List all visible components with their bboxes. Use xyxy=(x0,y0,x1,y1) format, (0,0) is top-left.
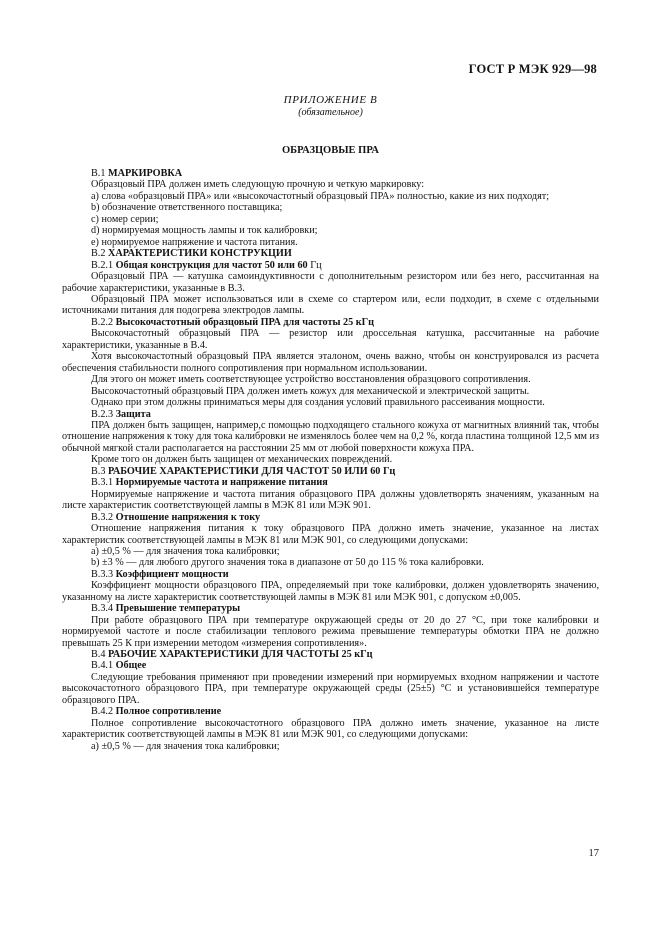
document-body xyxy=(62,168,599,752)
paragraph: Полное сопротивление высокочастотного образцового ПРА должно иметь значение, указанное на листе характеристик соответствующей лампы в МЭК 81 или МЭК 901, со следующими допусками: xyxy=(62,717,599,741)
paragraph: Коэффициент мощности образцового ПРА, определяемый при токе калибровки, должен удовлетворять значению, указанному на листе характеристик соответствующей лампы в МЭК 81 или МЭК 901, с допуском ±0,005. xyxy=(62,580,599,603)
section-number: В.2.2 xyxy=(91,316,114,328)
section-heading xyxy=(62,649,599,660)
paragraph: Для этого он может иметь соответствующее устройство восстановления образцового сопротивления. xyxy=(91,374,531,386)
list-item: е) нормируемое напряжение и частота питания. xyxy=(91,236,298,248)
section-heading xyxy=(62,569,599,580)
paragraph: Отношение напряжения питания к току образцового ПРА должно иметь значение, указанное на листах характеристик соответствующей лампы в МЭК 81 или МЭК 901, со следующими допусками: xyxy=(62,523,599,546)
appendix-heading xyxy=(0,94,661,118)
section-heading xyxy=(62,317,599,328)
paragraph: Высокочастотный образцовый ПРА должен иметь кожух для механической и электрической защиты. xyxy=(91,385,530,397)
list-item: а) ±0,5 % — для значения тока калибровки; xyxy=(91,545,280,557)
list-item: b) обозначение ответственного поставщика; xyxy=(91,202,283,214)
section-title: Защита xyxy=(115,408,151,420)
paragraph: Высокочастотный образцовый ПРА — резистор или дроссельная катушка, рассчитанные на рабочие характеристики, указанные в В.4. xyxy=(62,328,599,351)
document-title: ОБРАЗЦОВЫЕ ПРА xyxy=(281,145,379,156)
list-item: а) слова «образцовый ПРА» или «высокочастотный образцовый ПРА» полностью, какие из них подходят; xyxy=(91,190,550,202)
section-heading xyxy=(62,168,599,179)
list-item: с) номер серии; xyxy=(91,213,159,225)
paragraph: Кроме того он должен быть защищен от механических повреждений. xyxy=(91,454,393,466)
section-heading xyxy=(62,466,599,477)
section-title: Высокочастотный образцовый ПРА для частоты 25 кГц xyxy=(115,316,374,328)
section-number: В.3 xyxy=(91,465,106,477)
section-title: Отношение напряжения к току xyxy=(115,511,261,523)
section-heading xyxy=(62,260,599,271)
section-number: В.3.2 xyxy=(91,511,114,523)
paragraph: Образцовый ПРА должен иметь следующую прочную и четкую маркировку: xyxy=(91,179,425,191)
section-number: В.1 xyxy=(91,168,106,179)
section-heading xyxy=(62,409,599,420)
appendix-title: ПРИЛОЖЕНИЕ В xyxy=(283,94,378,106)
appendix-subtitle: (обязательное) xyxy=(298,107,363,118)
section-number: В.2.1 xyxy=(91,259,114,271)
section-heading xyxy=(62,660,599,671)
section-number: В.3.4 xyxy=(91,603,114,615)
list-item: а) ±0,5 % — для значения тока калибровки; xyxy=(91,740,280,752)
paragraph: Нормируемые напряжение и частота питания образцового ПРА должны удовлетворять значениям, указанным на листе характеристик соответствующей лампы в МЭК 81 или МЭК 901. xyxy=(62,488,599,512)
section-heading xyxy=(62,603,599,614)
paragraph: Хотя высокочастотный образцовый ПРА является эталоном, очень важно, чтобы он конструировался из расчета обеспечения стабильности полного сопротивления при нормальном использовании. xyxy=(62,351,599,374)
section-title-tail: Гц xyxy=(307,259,322,271)
paragraph: При работе образцового ПРА при температуре окружающей среды от 20 до 27 °С, при токе калибровки и нормируемой частоте и после стабилизации теплового режима превышение температуры обмотки ПРА не должно превышать 25 К при измерении методом «измерения сопротивления». xyxy=(62,614,599,649)
section-number: В.2.3 xyxy=(91,408,114,420)
section-title: ХАРАКТЕРИСТИКИ КОНСТРУКЦИИ xyxy=(107,248,292,260)
section-heading xyxy=(62,512,599,523)
section-number: В.4 xyxy=(91,649,106,661)
section-heading xyxy=(62,706,599,717)
paragraph: Образцовый ПРА — катушка самоиндуктивности с дополнительным резистором или без него, рассчитанная на рабочие характеристики, указанные в В.3. xyxy=(62,271,599,294)
paragraph: Следующие требования применяют при проведении измерений при нормируемых входном напряжении и частоте высокочастотного образцового ПРА, при температуре окружающей среды (25±5) °С и установившейся температуре образцового ПРА. xyxy=(62,671,599,706)
section-title: РАБОЧИЕ ХАРАКТЕРИСТИКИ ДЛЯ ЧАСТОТЫ 25 кГц xyxy=(107,649,373,661)
paragraph: Однако при этом должны приниматься меры для создания условий правильного рассеивания мощности. xyxy=(91,397,545,409)
section-title: Нормируемые частота и напряжение питания xyxy=(115,477,328,489)
section-title: Превышение температуры xyxy=(115,603,241,615)
section-heading xyxy=(62,248,599,259)
list-item: d) нормируемая мощность лампы и ток калибровки; xyxy=(91,225,318,237)
section-title: РАБОЧИЕ ХАРАКТЕРИСТИКИ ДЛЯ ЧАСТОТ 50 ИЛИ 60 Гц xyxy=(107,465,396,477)
section-title: Общая конструкция для частот 50 или 60 xyxy=(115,259,308,271)
paragraph: ПРА должен быть защищен, например,с помощью подходящего стального кожуха от магнитных влияний так, чтобы отношение напряжения к току для тока калибровки не изменялось более чем на 0,2 %, когда пластина толщиной 12,5 мм из обычной мягкой стали располагается на расстоянии 25 мм от любой поверхности кожуха ПРА. xyxy=(62,419,600,454)
list-item: b) ±3 % — для любого другого значения тока в диапазоне от 50 до 115 % тока калибровки. xyxy=(91,557,484,569)
section-title: Коэффициент мощности xyxy=(115,568,229,580)
section-number: В.3.1 xyxy=(91,477,114,489)
section-title: Полное сопротивление xyxy=(115,706,222,718)
page-number: 17 xyxy=(588,848,599,859)
section-title: Общее xyxy=(115,660,147,672)
section-title: МАРКИРОВКА xyxy=(107,168,183,179)
section-number: В.3.3 xyxy=(91,568,114,580)
paragraph: Образцовый ПРА может использоваться или в схеме со стартером или, если подходит, в схеме с отдельными источниками питания для подогрева электродов лампы. xyxy=(62,293,599,317)
section-heading xyxy=(62,477,599,488)
section-number: В.2 xyxy=(91,248,106,260)
section-number: В.4.1 xyxy=(91,660,114,672)
document-header: ГОСТ Р МЭК 929—98 xyxy=(468,62,597,76)
section-number: В.4.2 xyxy=(91,706,114,718)
